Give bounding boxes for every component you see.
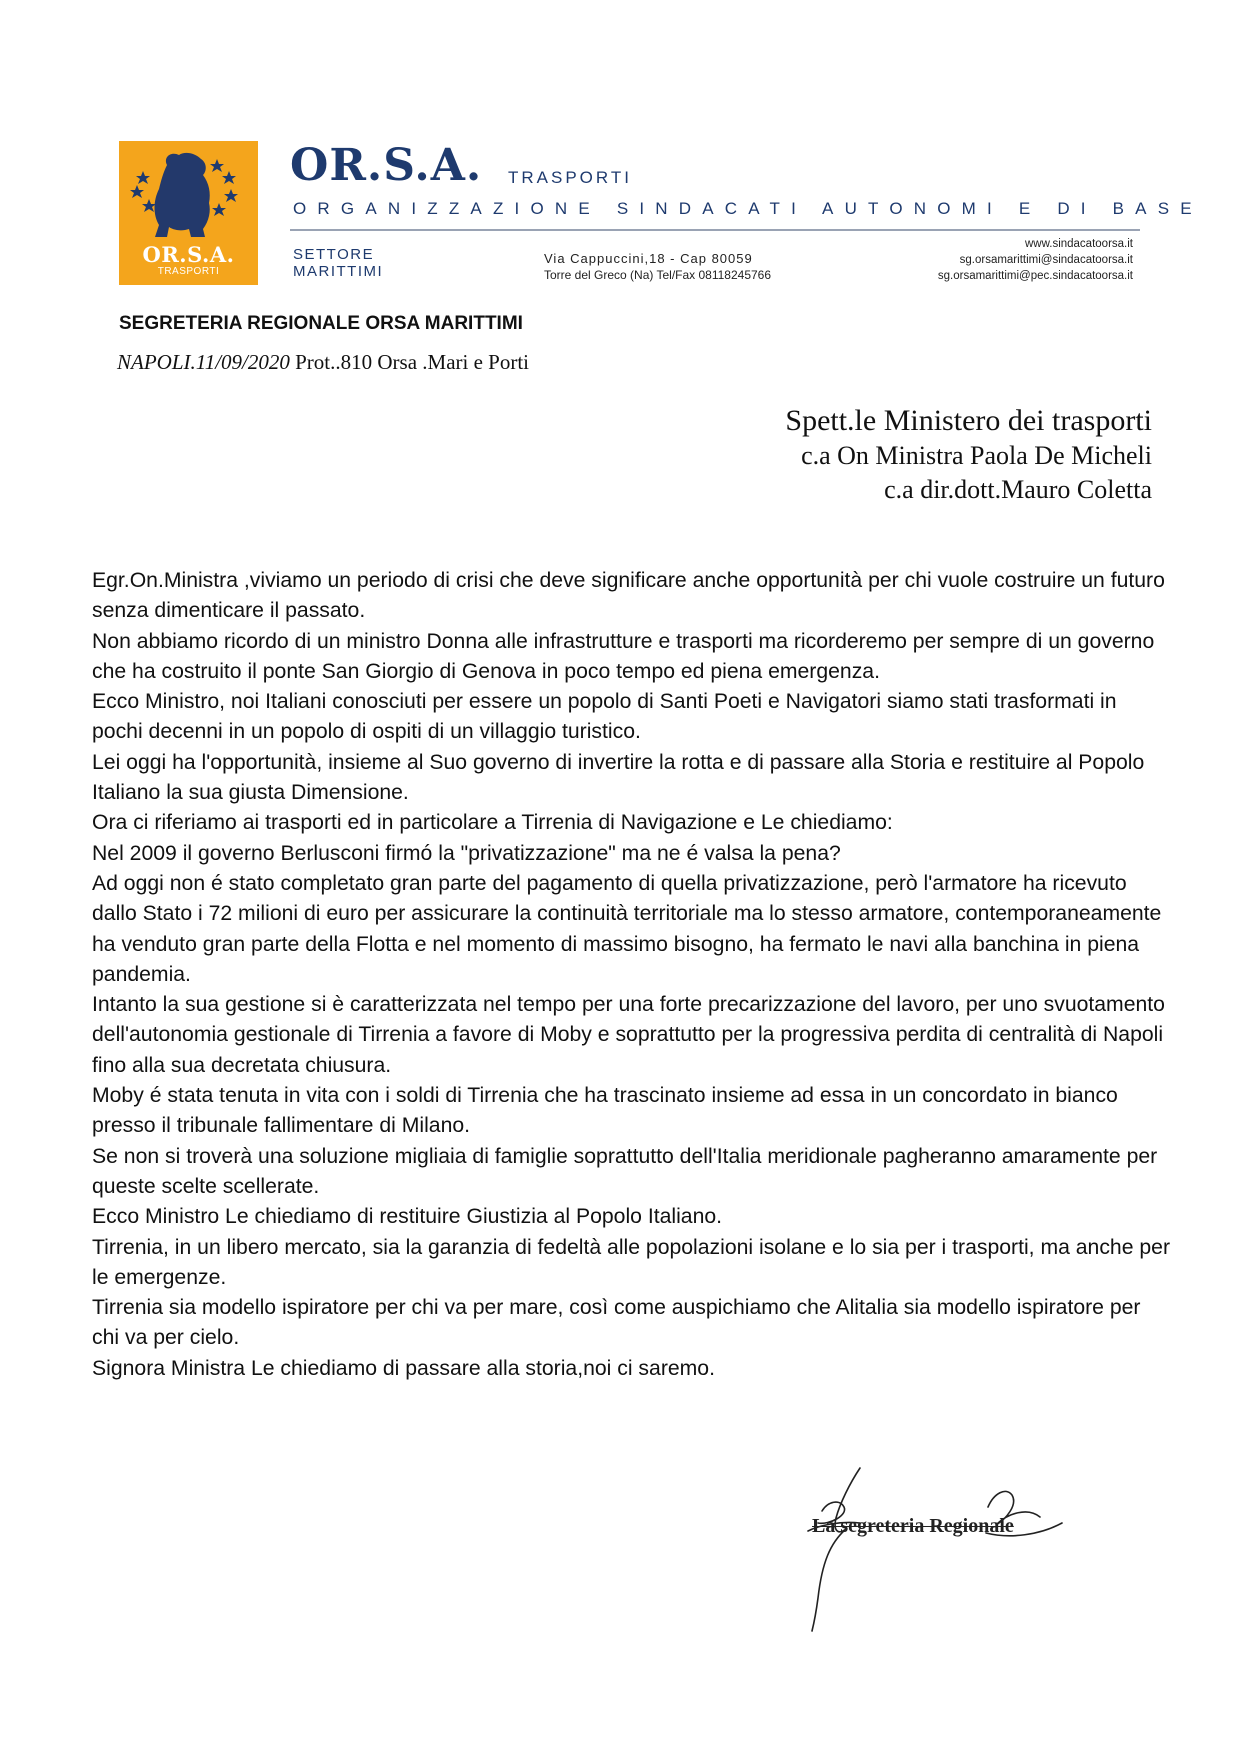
header-divider xyxy=(290,229,1140,231)
brand-name: OR.S.A. xyxy=(290,140,483,191)
body-paragraph: Egr.On.Ministra ,viviamo un periodo di crisi che deve significare anche opportunità per chi vuole costruire un futuro senza dimenticare il passato. xyxy=(92,569,1165,623)
contact-pec[interactable]: sg.orsamarittimi@pec.sindacatoorsa.it xyxy=(937,270,1133,282)
address-street: Via Cappuccini,18 - Cap 80059 xyxy=(544,251,753,266)
body-paragraph: Non abbiamo ricordo di un ministro Donna alle infrastrutture e trasporti ma ricorderemo per sempre di un governo che ha costruito il ponte San Giorgio di Genova in poco tempo ed piena emergenza. xyxy=(92,629,1155,683)
body-paragraph: Tirrenia, in un libero mercato, sia la garanzia di fedeltà alle popolazioni isolane e lo sia per i trasporti, ma anche per le emergenze. xyxy=(92,1235,1171,1289)
contact-info xyxy=(938,236,1133,284)
sector-line-2: MARITTIMI xyxy=(293,263,384,280)
protocol-place-date: NAPOLI.11/09/2020 xyxy=(117,350,290,374)
letter-body xyxy=(92,566,1172,1384)
body-paragraph: Moby é stata tenuta in vita con i soldi di Tirrenia che ha trascinato insieme ad essa in un concordato in bianco presso il tribunale fallimentare di Milano. xyxy=(92,1084,1118,1138)
contact-website[interactable]: www.sindacatoorsa.it xyxy=(1024,238,1133,250)
recipient-line: c.a On Ministra Paola De Micheli xyxy=(801,441,1152,470)
body-paragraph: Ecco Ministro, noi Italiani conosciuti per essere un popolo di Santi Poeti e Navigatori siamo stati trasformati in pochi decenni in un popolo di ospiti di un villaggio turistico. xyxy=(92,690,1117,744)
logo-wordmark: OR.S.A. xyxy=(142,242,235,267)
address-city-phone: Torre del Greco (Na) Tel/Fax 08118245766 xyxy=(544,268,772,282)
body-paragraph: Ad oggi non é stato completato gran parte del pagamento di quella privatizzazione, però l'armatore ha ricevuto dallo Stato i 72 milioni di euro per assicurare la continuità territoriale ma lo stesso armatore, contemporaneamente ha venduto gran parte della Flotta e nel momento di massimo bisogno, ha fermato le navi alla banchina in piena pandemia. xyxy=(92,871,1162,986)
sector-label xyxy=(293,246,383,280)
body-paragraph: Ora ci riferiamo ai trasporti ed in particolare a Tirrenia di Navigazione e Le chiediamo: xyxy=(92,811,893,835)
body-paragraph: Tirrenia sia modello ispiratore per chi va per mare, così come auspichiamo che Alitalia sia modello ispiratore per chi va per cielo. xyxy=(92,1296,1141,1350)
body-paragraph: Se non si troverà una soluzione migliaia di famiglie soprattutto dell'Italia meridionale pagheranno amaramente per queste scelte scellerate. xyxy=(92,1144,1158,1198)
protocol-line xyxy=(117,350,529,375)
recipient-line: c.a dir.dott.Mauro Coletta xyxy=(884,475,1152,504)
handwritten-signature xyxy=(800,1463,1100,1633)
body-paragraph: Nel 2009 il governo Berlusconi firmó la "privatizzazione" ma ne é valsa la pena? xyxy=(92,841,841,865)
brand-subtitle: TRASPORTI xyxy=(508,168,632,187)
body-paragraph: Intanto la sua gestione si è caratterizzata nel tempo per una forte precarizzazione del lavoro, per uno svuotamento dell'autonomia gestionale di Tirrenia a favore di Moby e soprattutto per la progressiva perdita di centralità di Napoli fino alla sua decretata chiusura. xyxy=(92,993,1165,1077)
body-paragraph: Ecco Ministro Le chiediamo di restituire Giustizia al Popolo Italiano. xyxy=(92,1205,723,1229)
body-paragraph: Signora Ministra Le chiediamo di passare alla storia,noi ci saremo. xyxy=(92,1356,715,1380)
protocol-number: Prot..810 Orsa .Mari e Porti xyxy=(289,350,530,374)
postal-address xyxy=(544,250,771,284)
recipient-line: Spett.le Ministero dei trasporti xyxy=(785,404,1152,437)
body-paragraph: Lei oggi ha l'opportunità, insieme al Suo governo di invertire la rotta e di passare alla Storia e restituire al Popolo Italiano la sua giusta Dimensione. xyxy=(92,750,1145,805)
sector-line-1: SETTORE xyxy=(293,246,375,263)
orsa-logo xyxy=(119,141,258,285)
office-heading: SEGRETERIA REGIONALE ORSA MARITTIMI xyxy=(119,313,523,334)
recipient-block xyxy=(785,402,1152,507)
contact-email[interactable]: sg.orsamarittimi@sindacatoorsa.it xyxy=(959,254,1133,266)
signature-label: La segreteria Regionale xyxy=(812,1515,1014,1537)
logo-subtitle: TRASPORTI xyxy=(157,266,220,277)
organization-name: ORGANIZZAZIONE SINDACATI AUTONOMI E DI BASE xyxy=(293,199,1203,218)
